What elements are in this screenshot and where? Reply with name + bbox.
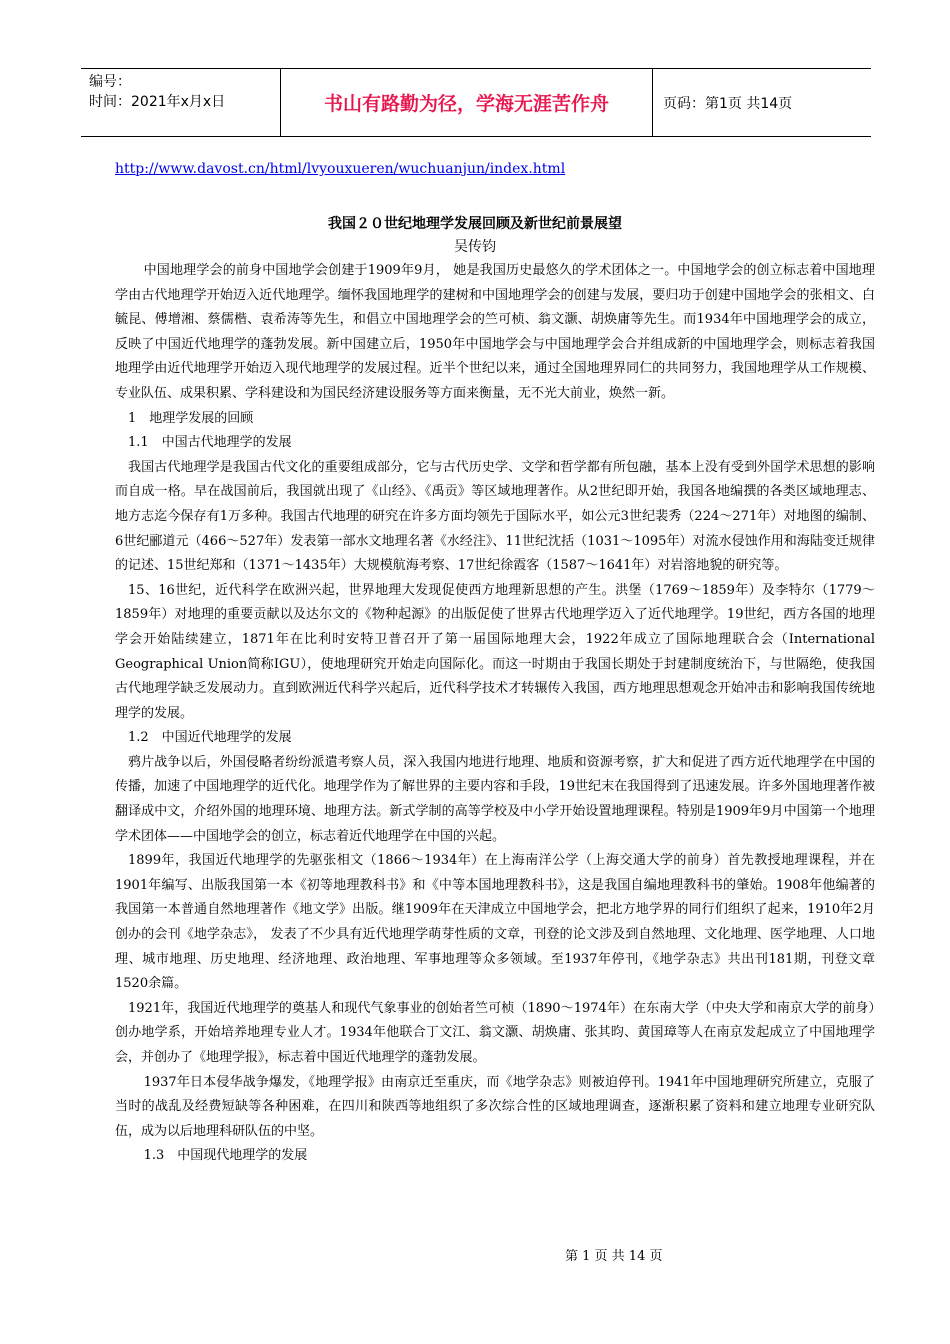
paragraph: 15、16世纪，近代科学在欧洲兴起，世界地理大发现促使西方地理新思想的产生。洪堡（1769～1859年）及李特尔（1779～1859年）对地理的重要贡献以及达尔文的《物种起源》的出版促使了世界古代地理学迈入了近代地理学。19世纪，西方各国的地理学会开始陆续建立，1871年在比利时安特卫普召开了第一届国际地理大会，1922年成立了国际地理联合会（International Geographical Union简称IGU），使地理研究开始走向国际化。而这一时期由于我国长期处于封建制度统治下，与世隔绝，使我国古代地理学缺乏发展动力。直到欧洲近代科学兴起后，近代科学技术才转辗传入我国，西方地理思想观念开始冲击和影响我国传统地理学的发展。 <box>115 582 875 721</box>
paragraph: 1937年日本侵华战争爆发，《地理学报》由南京迁至重庆，而《地学杂志》则被迫停刊。1941年中国地理研究所建立，克服了当时的战乱及经费短缺等各种困难，在四川和陕西等地组织了多次综合性的区域地理调查，逐渐积累了资料和建立地理专业研究队伍，成为以后地理科研队伍的中坚。 <box>115 1074 875 1139</box>
source-link[interactable]: http://www.davost.cn/html/lvyouxueren/wuchuanjun/index.html <box>115 161 566 177</box>
header-page-info: 页码：第1页 共14页 <box>663 95 793 112</box>
paragraph: 中国地理学会的前身中国地学会创建于1909年9月， 她是我国历史最悠久的学术团体之一。中国地学会的创立标志着中国地理学由古代地理学开始迈入近代地理学。缅怀我国地理学的建树和中国地理学会的创建与发展，要归功于创建中国地学会的张相文、白毓昆、傅增湘、蔡儒楷、袁希涛等先生，和倡立中国地理学会的竺可桢、翁文灏、胡焕庸等先生。而1934年中国地理学会的成立，反映了中国近代地理学的蓬勃发展。新中国建立后，1950年中国地学会与中国地理学会合并组成新的中国地理学会，则标志着我国地理学由近代地理学开始迈入现代地理学的发展过程。近半个世纪以来，通过全国地理界同仁的共同努力，我国地理学从工作规模、专业队伍、成果积累、学科建设和为国民经济建设服务等方面来衡量，无不光大前业，焕然一新。 <box>115 263 875 401</box>
page-header <box>81 68 871 137</box>
article-body <box>115 259 875 1169</box>
section-heading: 1.1 中国古代地理学的发展 <box>128 435 292 451</box>
section-heading: 1.3 中国现代地理学的发展 <box>143 1148 308 1164</box>
paragraph: 鸦片战争以后，外国侵略者纷纷派遣考察人员，深入我国内地进行地理、地质和资源考察，扩大和促进了西方近代地理学在中国的传播，加速了中国地理学的近代化。地理学作为了解世界的主要内容和手段，19世纪末在我国得到了迅速发展。许多外国地理著作被翻译成中文，介绍外国的地理环境、地理方法。新式学制的高等学校及中小学开始设置地理课程。特别是1909年9月中国第一个地理学术团体——中国地学会的创立，标志着近代地理学在中国的兴起。 <box>115 754 875 844</box>
article-title: 我国２０世纪地理学发展回顾及新世纪前景展望 <box>328 216 622 232</box>
header-motto: 书山有路勤为径，学海无涯苦作舟 <box>281 69 653 136</box>
page-footer: 第 1 页 共 14 页 <box>565 1249 663 1264</box>
section-heading: 1 地理学发展的回顾 <box>128 410 254 426</box>
paragraph: 我国古代地理学是我国古代文化的重要组成部分，它与古代历史学、文学和哲学都有所包融，基本上没有受到外国学术思想的影响而自成一格。早在战国前后，我国就出现了《山经》、《禹贡》等区域地理著作。从2世纪即开始，我国各地编撰的各类区域地理志、地方志迄今保存有1万多种。我国古代地理的研究在许多方面均领先于国际水平，如公元3世纪裴秀（224～271年）对地图的编制、6世纪郦道元（466～527年）发表第一部水文地理名著《水经注》、11世纪沈括（1031～1095年）对流水侵蚀作用和海陆变迁规律的记述、15世纪郑和（1371～1435年）大规模航海考察、17世纪徐霞客（1587～1641年）对岩溶地貌的研究等。 <box>115 459 875 574</box>
header-meta <box>81 69 281 136</box>
time-label: 时间：2021年x月x日 <box>89 94 226 110</box>
paragraph: 1899年，我国近代地理学的先驱张相文（1866～1934年）在上海南洋公学（上海交通大学的前身）首先教授地理课程，并在1901年编写、出版我国第一本《初等地理教科书》和《中等本国地理教科书》，这是我国自编地理教科书的肇始。1908年他编著的我国第一本普通自然地理著作《地文学》出版。继1909年在天津成立中国地学会，把北方地学界的同行们组织了起来，1910年2月创办的会刊《地学杂志》， 发表了不少具有近代地理学萌芽性质的文章，刊登的论文涉及到自然地理、文化地理、医学地理、人口地理、城市地理、历史地理、经济地理、政治地理、军事地理等众多领域。至1937年停刊，《地学杂志》共出刊181期，刊登文章1520余篇。 <box>115 853 875 992</box>
section-heading: 1.2 中国近代地理学的发展 <box>128 730 292 746</box>
number-label: 编号： <box>89 74 131 90</box>
paragraph: 1921年，我国近代地理学的奠基人和现代气象事业的创始者竺可桢（1890～1974年）在东南大学（中央大学和南京大学的前身）创办地学系，开始培养地理专业人才。1934年他联合丁文江、翁文灏、胡焕庸、张其昀、黄国璋等人在南京发起成立了中国地理学会，并创办了《地理学报》，标志着中国近代地理学的蓬勃发展。 <box>115 1000 875 1065</box>
article-author: 吴传钧 <box>454 239 496 255</box>
